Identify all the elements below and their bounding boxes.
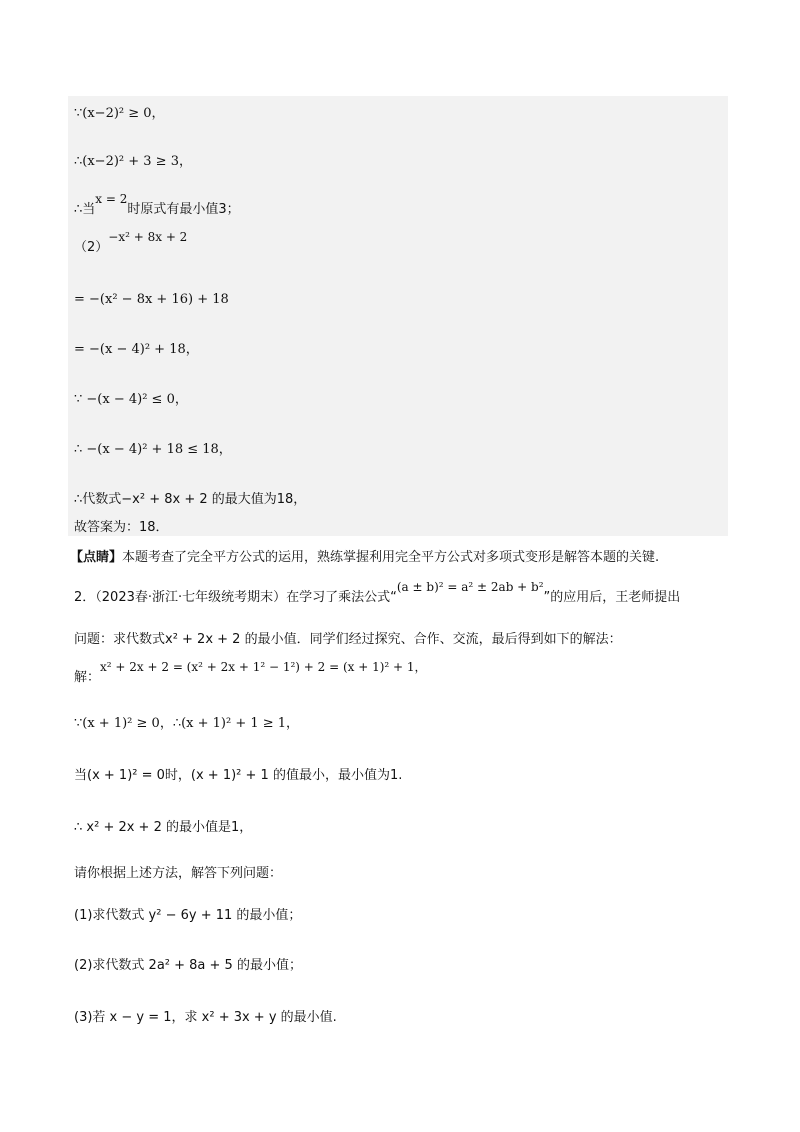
problem-2-header xyxy=(74,580,681,605)
problem-2-therefore: ∴ x² + 2x + 2 的最小值是1， xyxy=(74,820,253,835)
question-1: (1)求代数式 y² − 6y + 11 的最小值； xyxy=(74,908,302,923)
comment-text: 本题考查了完全平方公式的运用，熟练掌握利用完全平方公式对多项式变形是解答本题的关键. xyxy=(122,550,660,565)
problem-2-when: 当(x + 1)² = 0时，(x + 1)² + 1 的值最小，最小值为1. xyxy=(74,768,403,783)
comment-line xyxy=(70,546,659,565)
solution-label: 解： xyxy=(74,670,101,685)
part-2-expression: −x² + 8x + 2 xyxy=(108,230,188,244)
comment-label: 【点睛】 xyxy=(70,550,123,565)
problem-number: 2． xyxy=(74,590,96,605)
problem-formula: (a ± b)² = a² ± 2ab + b² xyxy=(396,580,544,594)
solution-expression: x² + 2x + 2 = (x² + 2x + 1² − 1²) + 2 = (x + 1)² + 1， xyxy=(100,660,427,674)
question-3: (3)若 x − y = 1，求 x² + 3x + y 的最小值. xyxy=(74,1010,337,1025)
solution-line-2: ∴(x−2)² + 3 ≥ 3， xyxy=(74,154,192,169)
solution-line-3-pre: ∴当 xyxy=(74,202,96,217)
solution-line-3-mid: x = 2 xyxy=(95,192,128,206)
solution-line-3-post: 时原式有最小值3； xyxy=(127,202,240,217)
problem-2-because: ∵(x + 1)² ≥ 0，∴(x + 1)² + 1 ≥ 1， xyxy=(74,716,300,731)
solution-line-8: ∴ −(x − 4)² + 18 ≤ 18， xyxy=(74,442,232,457)
solution-line-9: ∴代数式−x² + 8x + 2 的最大值为18， xyxy=(74,492,307,507)
problem-2-ask: 请你根据上述方法，解答下列问题： xyxy=(74,866,283,881)
solution-line-7: ∵ −(x − 4)² ≤ 0， xyxy=(74,392,188,407)
part-2-label: （2） xyxy=(74,240,109,255)
solution-line-4 xyxy=(74,230,188,255)
solution-answer: 故答案为：18． xyxy=(74,520,169,535)
question-2: (2)求代数式 2a² + 8a + 5 的最小值； xyxy=(74,958,302,973)
problem-2-solution xyxy=(74,660,427,685)
problem-source: （2023春·浙江·七年级统考期末）在学习了乘法公式“ xyxy=(95,590,397,605)
solution-line-6: = −(x − 4)² + 18， xyxy=(74,342,199,357)
solution-line-5: = −(x² − 8x + 16) + 18 xyxy=(74,292,229,307)
problem-header-after: ”的应用后，王老师提出 xyxy=(543,590,681,605)
solution-line-1: ∵(x−2)² ≥ 0， xyxy=(74,106,165,121)
problem-2-line-2: 问题：求代数式x² + 2x + 2 的最小值．同学们经过探究、合作、交流，最后得到如下的解法： xyxy=(74,632,622,647)
solution-line-3 xyxy=(74,192,240,217)
